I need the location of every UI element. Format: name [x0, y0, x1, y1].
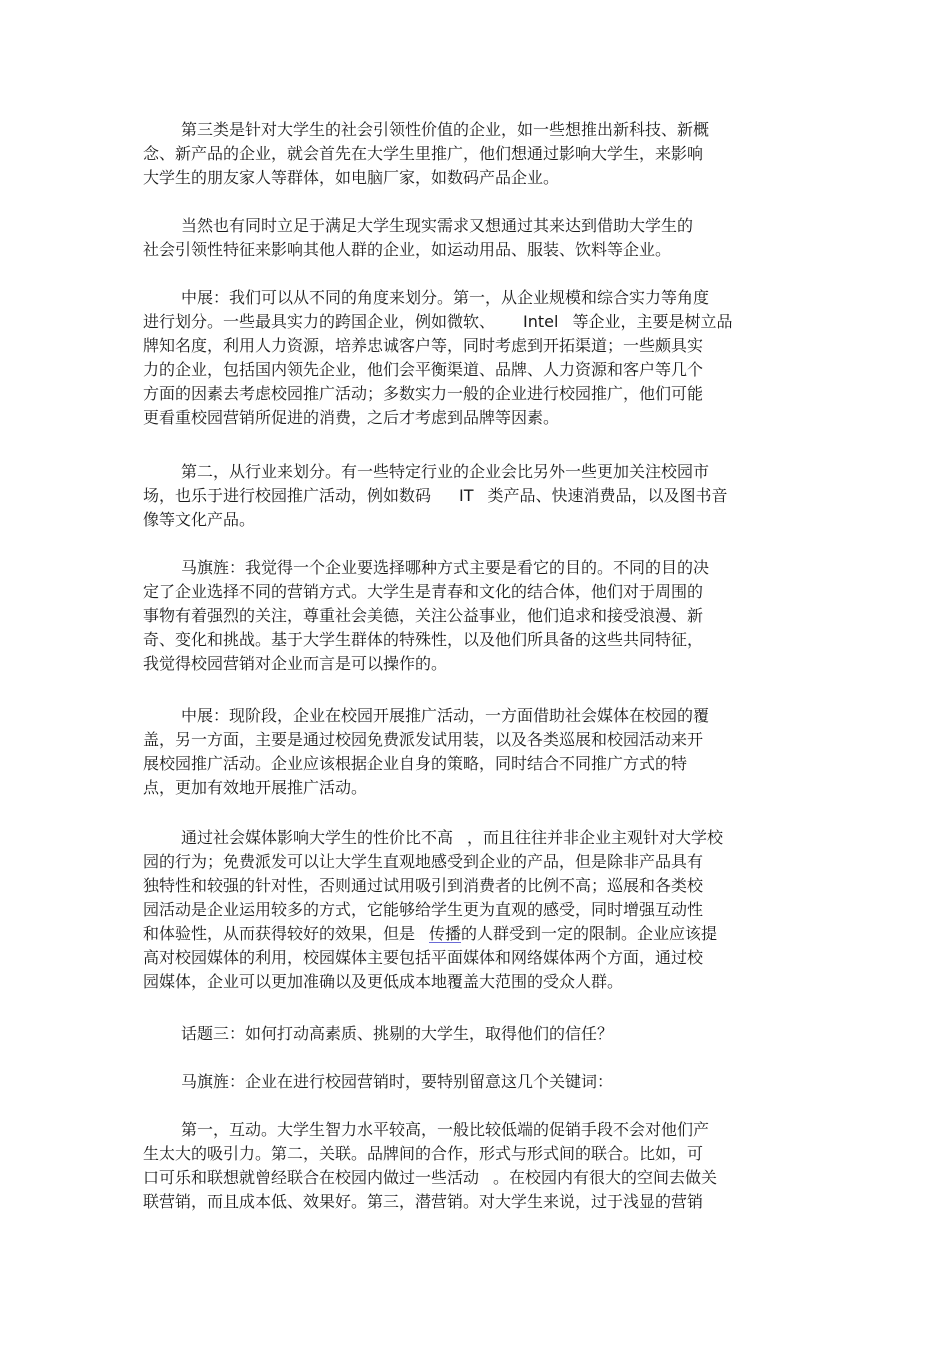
paragraph-2 [143, 214, 803, 262]
text-run: 和体验性，从而获得较好的效果，但是 [143, 924, 416, 943]
paragraph-10 [143, 1118, 803, 1214]
text-line: 像等文化产品。 [143, 510, 256, 529]
text-line [143, 922, 803, 946]
text-line: 第一，互动。大学生智力水平较高，一般比较低端的促销手段不会对他们产 [181, 1120, 710, 1139]
text-run: 。在校园内有很大的空间去做关 [493, 1168, 718, 1187]
paragraph-8 [143, 1022, 803, 1046]
text-line: 园的行为；免费派发可以让大学生直观地感受到企业的产品，但是除非产品具有 [143, 852, 704, 871]
text-line: 方面的因素去考虑校园推广活动；多数实力一般的企业进行校园推广，他们可能 [143, 384, 704, 403]
text-line: 社会引领性特征来影响其他人群的企业，如运动用品、服装、饮料等企业。 [143, 240, 672, 259]
text-line [143, 1166, 803, 1190]
text-line: 念、新产品的企业，就会首先在大学生里推广，他们想通过影响大学生，来影响 [143, 144, 704, 163]
paragraph-1 [143, 118, 803, 190]
text-line: 牌知名度，利用人力资源，培养忠诚客户等，同时考虑到开拓渠道；一些颇具实 [143, 336, 704, 355]
text-line: 联营销，而且成本低、效果好。第三，潜营销。对大学生来说，过于浅显的营销 [143, 1192, 704, 1211]
text-line [143, 826, 803, 850]
paragraph-9 [143, 1070, 803, 1094]
text-run: 口可乐和联想就曾经联合在校园内做过一些活动 [143, 1168, 480, 1187]
text-line: 独特性和较强的针对性，否则通过试用吸引到消费者的比例不高；巡展和各类校 [143, 876, 704, 895]
text-run: ，而且往往并非企业主观针对大学校 [467, 828, 724, 847]
text-line: 我觉得校园营销对企业而言是可以操作的。 [143, 654, 448, 673]
text-run: 进行划分。一些最具实力的跨国企业，例如微软、 [143, 312, 496, 331]
text-line: 中展：我们可以从不同的角度来划分。第一，从企业规模和综合实力等角度 [181, 288, 710, 307]
text-run: 类产品、快速消费品，以及图书音 [487, 486, 728, 505]
paragraph-7 [143, 826, 803, 994]
text-line: 大学生的朋友家人等群体，如电脑厂家，如数码产品企业。 [143, 168, 560, 187]
text-line: 更看重校园营销所促进的消费，之后才考虑到品牌等因素。 [143, 408, 560, 427]
text-run: Intel [523, 312, 559, 331]
text-line [143, 484, 803, 508]
text-run: IT [459, 486, 474, 505]
text-line: 生太大的吸引力。第二，关联。品牌间的合作，形式与形式间的联合。比如，可 [143, 1144, 704, 1163]
text-line: 展校园推广活动。企业应该根据企业自身的策略，同时结合不同推广方式的特 [143, 754, 688, 773]
text-line: 奇、变化和挑战。基于大学生群体的特殊性，以及他们所具备的这些共同特征， [143, 630, 704, 649]
text-line: 马旗旌：企业在进行校园营销时，要特别留意这几个关键词： [181, 1072, 614, 1091]
text-run: 场，也乐于进行校园推广活动，例如数码 [143, 486, 432, 505]
text-run: 等企业，主要是树立品 [572, 312, 733, 331]
text-line: 马旗旌：我觉得一个企业要选择哪种方式主要是看它的目的。不同的目的决 [181, 558, 710, 577]
link-spread[interactable]: 传播 [429, 924, 462, 943]
text-line: 第三类是针对大学生的社会引领性价值的企业，如一些想推出新科技、新概 [181, 120, 710, 139]
text-line: 高对校园媒体的利用，校园媒体主要包括平面媒体和网络媒体两个方面，通过校 [143, 948, 704, 967]
text-line: 定了企业选择不同的营销方式。大学生是青春和文化的结合体，他们对于周围的 [143, 582, 704, 601]
text-line: 园活动是企业运用较多的方式，它能够给学生更为直观的感受，同时增强互动性 [143, 900, 704, 919]
text-line: 力的企业，包括国内领先企业，他们会平衡渠道、品牌、人力资源和客户等几个 [143, 360, 704, 379]
text-run: 通过社会媒体影响大学生的性价比不高 [181, 828, 454, 847]
text-run: 的人群受到一定的限制。企业应该提 [461, 924, 718, 943]
text-line: 中展：现阶段，企业在校园开展推广活动，一方面借助社会媒体在校园的覆 [181, 706, 710, 725]
paragraph-6 [143, 704, 803, 800]
paragraph-3 [143, 286, 803, 430]
paragraph-4 [143, 460, 803, 532]
text-line [143, 310, 803, 334]
text-line: 点，更加有效地开展推广活动。 [143, 778, 368, 797]
text-line: 事物有着强烈的关注，尊重社会美德，关注公益事业，他们追求和接受浪漫、新 [143, 606, 704, 625]
paragraph-5 [143, 556, 803, 676]
text-line: 第二，从行业来划分。有一些特定行业的企业会比另外一些更加关注校园市 [181, 462, 710, 481]
text-line: 园媒体，企业可以更加准确以及更低成本地覆盖大范围的受众人群。 [143, 972, 624, 991]
topic-heading: 话题三：如何打动高素质、挑剔的大学生，取得他们的信任？ [181, 1024, 614, 1043]
text-line: 盖，另一方面，主要是通过校园免费派发试用装，以及各类巡展和校园活动来开 [143, 730, 704, 749]
text-line: 当然也有同时立足于满足大学生现实需求又想通过其来达到借助大学生的 [181, 216, 694, 235]
